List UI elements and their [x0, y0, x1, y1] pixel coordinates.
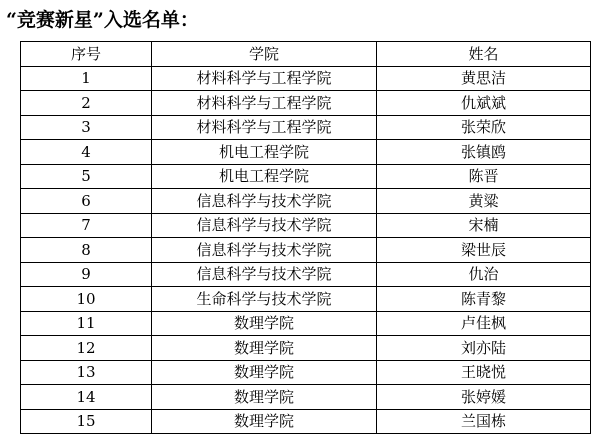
school-cell: 数理学院 [152, 336, 377, 361]
serial-number-cell: 13 [21, 360, 152, 385]
student-name-cell: 张荣欣 [377, 115, 591, 140]
student-name-cell: 王晓悦 [377, 360, 591, 385]
serial-number-cell: 3 [21, 115, 152, 140]
table-row [21, 262, 591, 287]
table-row [21, 189, 591, 214]
school-cell: 数理学院 [152, 311, 377, 336]
student-name-cell: 张婷媛 [377, 385, 591, 410]
serial-number-cell: 8 [21, 238, 152, 263]
school-cell: 信息科学与技术学院 [152, 213, 377, 238]
table-row [21, 213, 591, 238]
roster-table [20, 41, 591, 434]
table-row [21, 91, 591, 116]
table-row [21, 360, 591, 385]
serial-number-cell: 1 [21, 66, 152, 91]
serial-number-cell: 4 [21, 140, 152, 165]
serial-number-cell: 10 [21, 287, 152, 312]
school-cell: 材料科学与工程学院 [152, 115, 377, 140]
school-cell: 生命科学与技术学院 [152, 287, 377, 312]
student-name-cell: 仇斌斌 [377, 91, 591, 116]
school-cell: 信息科学与技术学院 [152, 238, 377, 263]
school-cell: 数理学院 [152, 385, 377, 410]
serial-number-cell: 5 [21, 164, 152, 189]
serial-number-cell: 12 [21, 336, 152, 361]
serial-number-cell: 7 [21, 213, 152, 238]
header-school: 学院 [152, 42, 377, 67]
table-header-row [21, 42, 591, 67]
student-name-cell: 黄思洁 [377, 66, 591, 91]
school-cell: 机电工程学院 [152, 140, 377, 165]
header-serial-number: 序号 [21, 42, 152, 67]
table-row [21, 287, 591, 312]
student-name-cell: 宋楠 [377, 213, 591, 238]
serial-number-cell: 14 [21, 385, 152, 410]
table-row [21, 140, 591, 165]
serial-number-cell: 2 [21, 91, 152, 116]
table-row [21, 115, 591, 140]
school-cell: 数理学院 [152, 360, 377, 385]
school-cell: 机电工程学院 [152, 164, 377, 189]
student-name-cell: 卢佳枫 [377, 311, 591, 336]
serial-number-cell: 6 [21, 189, 152, 214]
student-name-cell: 兰国栋 [377, 409, 591, 434]
student-name-cell: 黄粱 [377, 189, 591, 214]
header-name: 姓名 [377, 42, 591, 67]
school-cell: 信息科学与技术学院 [152, 262, 377, 287]
student-name-cell: 陈晋 [377, 164, 591, 189]
serial-number-cell: 9 [21, 262, 152, 287]
serial-number-cell: 11 [21, 311, 152, 336]
school-cell: 数理学院 [152, 409, 377, 434]
student-name-cell: 张镇鸥 [377, 140, 591, 165]
student-name-cell: 刘亦陆 [377, 336, 591, 361]
table-row [21, 336, 591, 361]
school-cell: 材料科学与工程学院 [152, 91, 377, 116]
table-row [21, 385, 591, 410]
school-cell: 信息科学与技术学院 [152, 189, 377, 214]
student-name-cell: 仇治 [377, 262, 591, 287]
student-name-cell: 陈青黎 [377, 287, 591, 312]
school-cell: 材料科学与工程学院 [152, 66, 377, 91]
table-row [21, 164, 591, 189]
table-row [21, 66, 591, 91]
table-row [21, 311, 591, 336]
student-name-cell: 梁世辰 [377, 238, 591, 263]
table-body [21, 66, 591, 434]
table-row [21, 238, 591, 263]
serial-number-cell: 15 [21, 409, 152, 434]
table-row [21, 409, 591, 434]
page-title: “竞赛新星”入选名单： [6, 9, 199, 31]
